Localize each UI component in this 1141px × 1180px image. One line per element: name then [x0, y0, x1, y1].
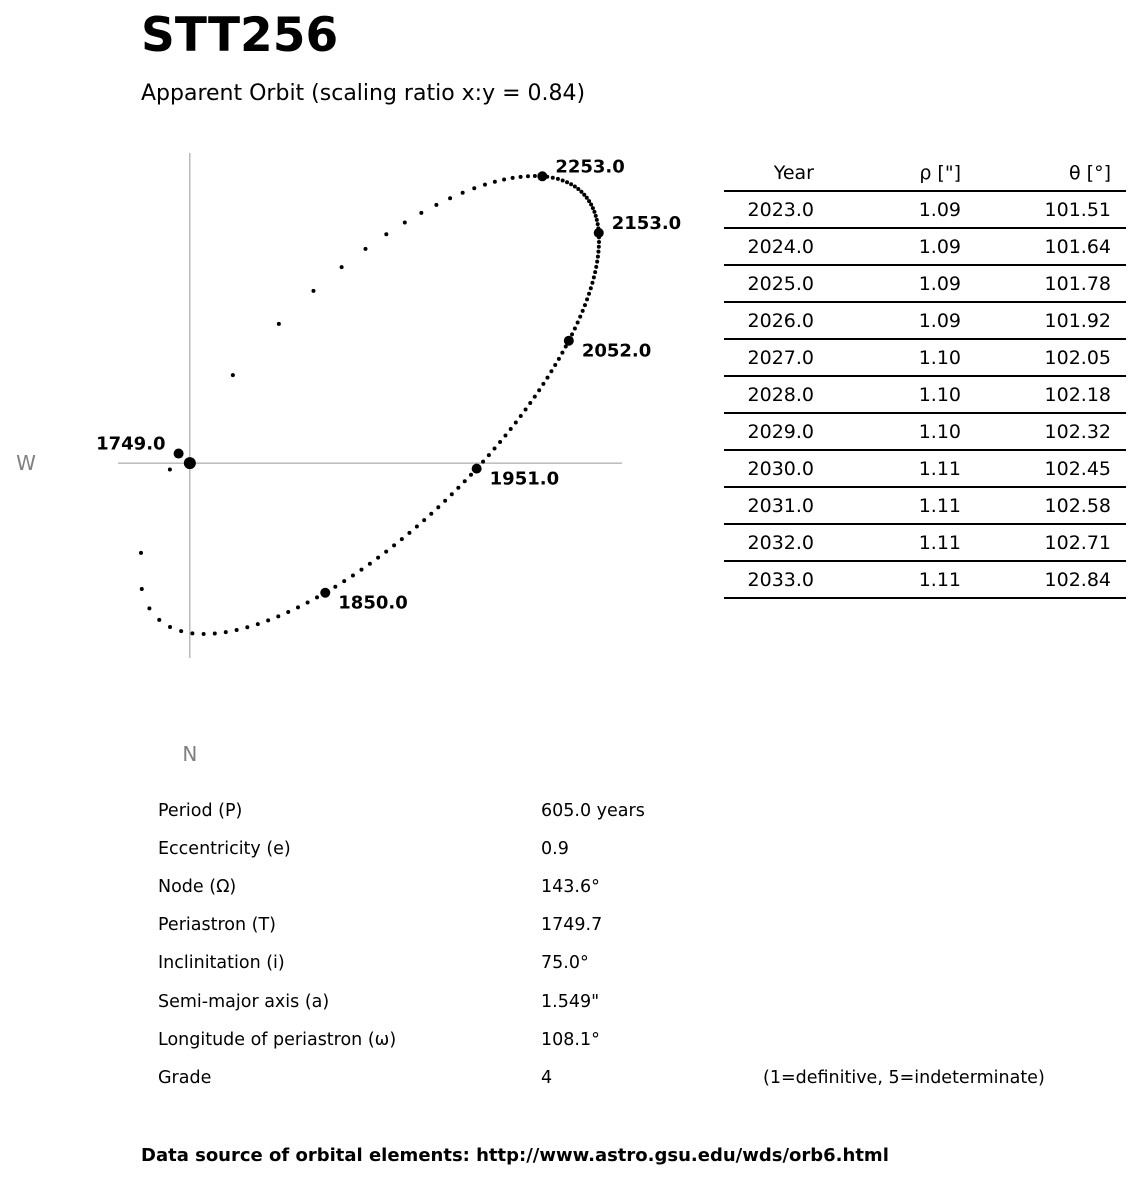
table-row: [724, 192, 1126, 229]
table-row: [724, 340, 1126, 377]
table-row: [724, 229, 1126, 266]
cell-year: 2030.0: [747, 458, 814, 480]
orbit-dot: [595, 218, 599, 222]
cell-rho: 1.09: [918, 310, 961, 332]
param-value: 75.0°: [541, 953, 589, 974]
orbit-plot: [0, 0, 700, 780]
epoch-marker: [174, 449, 184, 459]
table-row: [724, 525, 1126, 562]
cell-theta: 101.51: [1044, 199, 1111, 221]
param-value: 108.1°: [541, 1029, 600, 1050]
orbit-dot: [400, 537, 404, 541]
orbit-dot: [549, 369, 553, 373]
cell-theta: 101.64: [1044, 236, 1111, 258]
orbit-dot: [168, 468, 172, 472]
orbit-dot: [573, 326, 577, 330]
orbit-dot: [551, 176, 555, 180]
orbit-dot: [311, 289, 315, 293]
orbit-dot: [359, 568, 363, 572]
table-row: [724, 414, 1126, 451]
primary-star: [184, 457, 196, 469]
cell-year: 2033.0: [747, 569, 814, 591]
orbit-dot: [429, 512, 433, 516]
orbit-dot: [519, 414, 523, 418]
epoch-label: 2153.0: [611, 212, 682, 234]
orbit-dot: [403, 221, 407, 225]
param-note: (1=definitive, 5=indeterminate): [763, 1067, 1045, 1088]
orbit-dot: [528, 401, 532, 405]
orbit-dot: [519, 175, 523, 179]
cell-rho: 1.09: [918, 236, 961, 258]
orbit-dot: [202, 632, 206, 636]
orbit-dot: [592, 210, 596, 214]
cell-theta: 102.45: [1044, 458, 1111, 480]
orbit-dot: [364, 247, 368, 251]
epoch-marker: [594, 228, 604, 238]
orbit-dot: [573, 185, 577, 189]
orbit-dot: [256, 622, 260, 626]
cell-year: 2028.0: [747, 384, 814, 406]
page-title: STT256: [141, 8, 339, 63]
table-row: [724, 488, 1126, 525]
orbit-dot: [450, 492, 454, 496]
orbit-dot: [581, 309, 585, 313]
orbit-dot: [306, 601, 310, 605]
data-source-footer: Data source of orbital elements: http://www.astro.gsu.edu/wds/orb6.html: [141, 1145, 889, 1166]
north-label: N: [182, 742, 198, 766]
cell-theta: 102.84: [1044, 569, 1111, 591]
orbit-dot: [541, 382, 545, 386]
table-header: [724, 155, 1126, 192]
cell-rho: 1.10: [918, 421, 961, 443]
param-label: Node (Ω): [158, 877, 237, 898]
orbit-dot: [553, 363, 557, 367]
param-value: 143.6°: [541, 877, 600, 898]
header-rho: ρ ["]: [919, 162, 961, 184]
orbit-dot: [235, 628, 239, 632]
cell-rho: 1.11: [918, 495, 961, 517]
epoch-label: 2253.0: [555, 156, 625, 178]
cell-rho: 1.10: [918, 347, 961, 369]
orbit-dot: [561, 178, 565, 182]
orbit-dot: [583, 303, 587, 307]
orbit-dot: [596, 250, 600, 254]
orbit-dot: [384, 550, 388, 554]
orbit-dot: [483, 183, 487, 187]
orbit-dot: [493, 447, 497, 451]
header-theta: θ [°]: [1069, 162, 1111, 184]
cell-year: 2026.0: [747, 310, 814, 332]
orbit-dot: [557, 357, 561, 361]
orbit-dot: [157, 618, 161, 622]
orbit-dot: [436, 505, 440, 509]
epoch-marker: [564, 336, 574, 346]
orbit-dot: [526, 174, 530, 178]
orbit-dot: [503, 433, 507, 437]
epoch-label: 1850.0: [338, 592, 408, 614]
orbit-dot: [594, 265, 598, 269]
orbit-dot: [276, 614, 280, 618]
orbit-dot: [419, 211, 423, 215]
orbit-dot: [596, 222, 600, 226]
orbit-dot: [597, 240, 601, 244]
param-value: 4: [541, 1067, 553, 1088]
orbit-dot: [179, 629, 183, 633]
orbit-dot: [594, 214, 598, 218]
orbit-dot: [315, 595, 319, 599]
cell-theta: 101.92: [1044, 310, 1111, 332]
table-row: [724, 377, 1126, 414]
orbit-dot: [587, 199, 591, 203]
orbit-dot: [593, 270, 597, 274]
orbit-dot: [514, 420, 518, 424]
orbit-dot: [190, 631, 194, 635]
cell-year: 2029.0: [747, 421, 814, 443]
param-label: Grade: [158, 1067, 212, 1088]
orbit-dot: [168, 625, 172, 629]
orbit-dot: [570, 332, 574, 336]
epoch-marker: [537, 171, 547, 181]
cell-year: 2024.0: [747, 236, 814, 258]
orbit-dot: [596, 255, 600, 259]
orbit-dot: [556, 177, 560, 181]
orbit-dot: [576, 321, 580, 325]
orbit-dot: [589, 286, 593, 290]
orbit-dot: [461, 191, 465, 195]
orbit-dot: [434, 203, 438, 207]
cell-rho: 1.09: [918, 273, 961, 295]
orbit-dot: [533, 174, 537, 178]
table-row: [724, 266, 1126, 303]
orbit-dot: [376, 556, 380, 560]
orbit-dot: [224, 630, 228, 634]
orbit-dot: [537, 388, 541, 392]
orbit-dot: [533, 395, 537, 399]
cell-year: 2027.0: [747, 347, 814, 369]
orbit-dot: [502, 178, 506, 182]
cell-year: 2025.0: [747, 273, 814, 295]
orbit-dot: [595, 260, 599, 264]
ephemeris-table: [724, 155, 1126, 599]
orbit-dot: [333, 585, 337, 589]
orbit-dot: [493, 180, 497, 184]
orbit-dot: [579, 190, 583, 194]
epoch-label: 1749.0: [96, 433, 166, 455]
table-row: [724, 303, 1126, 340]
orbit-dot: [456, 486, 460, 490]
epoch-label: 1951.0: [489, 468, 560, 490]
orbit-dot: [487, 453, 491, 457]
orbit-dot: [296, 605, 300, 609]
orbit-dot: [407, 531, 411, 535]
cell-rho: 1.11: [918, 569, 961, 591]
orbit-dot: [384, 232, 388, 236]
orbit-dot: [392, 543, 396, 547]
cell-rho: 1.11: [918, 458, 961, 480]
epoch-marker: [320, 588, 330, 598]
param-label: Periastron (T): [158, 915, 276, 936]
epoch-label: 2052.0: [581, 340, 652, 362]
param-value: 1.549": [541, 991, 600, 1012]
orbit-dot: [591, 206, 595, 210]
orbit-dot: [422, 518, 426, 522]
cell-year: 2023.0: [747, 199, 814, 221]
orbit-dot: [469, 473, 473, 477]
orbit-dot: [578, 315, 582, 319]
cell-theta: 102.71: [1044, 532, 1111, 554]
cell-theta: 102.32: [1044, 421, 1111, 443]
header-year: Year: [773, 162, 814, 184]
orbit-dot: [231, 373, 235, 377]
cell-year: 2031.0: [747, 495, 814, 517]
orbit-dot: [472, 186, 476, 190]
orbit-dot: [509, 427, 513, 431]
orbit-dot: [342, 579, 346, 583]
orbit-dot: [585, 196, 589, 200]
orbit-dot: [139, 551, 143, 555]
orbit-dot: [585, 297, 589, 301]
orbit-dot: [351, 573, 355, 577]
orbit-dot: [569, 182, 573, 186]
orbit-dot: [582, 193, 586, 197]
orbit-dot: [415, 525, 419, 529]
param-label: Semi-major axis (a): [158, 991, 330, 1012]
orbit-dot: [590, 281, 594, 285]
west-label: W: [16, 451, 36, 476]
cell-rho: 1.10: [918, 384, 961, 406]
orbit-dot: [443, 499, 447, 503]
orbit-dot: [592, 275, 596, 279]
orbit-dot: [340, 265, 344, 269]
table-row: [724, 451, 1126, 488]
param-value: 1749.7: [541, 915, 603, 936]
orbit-dot: [511, 176, 515, 180]
orbit-dot: [481, 460, 485, 464]
orbit-dot: [140, 587, 144, 591]
param-value: 0.9: [541, 839, 569, 860]
orbit-dot: [597, 245, 601, 249]
cell-theta: 101.78: [1044, 273, 1111, 295]
orbit-dot: [463, 479, 467, 483]
orbit-dot: [587, 292, 591, 296]
param-label: Eccentricity (e): [158, 839, 291, 860]
orbit-dot: [589, 203, 593, 207]
cell-theta: 102.05: [1044, 347, 1111, 369]
orbit-dot: [286, 610, 290, 614]
orbit-dot: [545, 376, 549, 380]
param-value: 605.0 years: [541, 801, 645, 821]
orbit-dot: [448, 196, 452, 200]
param-label: Inclinitation (i): [158, 953, 285, 974]
orbit-dot: [565, 180, 569, 184]
orbit-dot: [498, 440, 502, 444]
orbit-dot: [245, 625, 249, 629]
orbit-dot: [560, 351, 564, 355]
cell-rho: 1.09: [918, 199, 961, 221]
chart-subtitle: Apparent Orbit (scaling ratio x:y = 0.84): [141, 81, 586, 106]
orbit-dot: [147, 606, 151, 610]
orbit-dot: [368, 562, 372, 566]
cell-year: 2032.0: [747, 532, 814, 554]
orbit-dot: [524, 408, 528, 412]
cell-theta: 102.18: [1044, 384, 1111, 406]
cell-theta: 102.58: [1044, 495, 1111, 517]
cell-rho: 1.11: [918, 532, 961, 554]
table-row: [724, 562, 1126, 599]
orbit-dot: [576, 187, 580, 191]
orbit-dot: [277, 322, 281, 326]
epoch-marker: [472, 464, 482, 474]
orbit-dot: [213, 632, 217, 636]
param-label: Longitude of periastron (ω): [158, 1029, 397, 1050]
param-label: Period (P): [158, 801, 243, 821]
orbit-dot: [266, 618, 270, 622]
